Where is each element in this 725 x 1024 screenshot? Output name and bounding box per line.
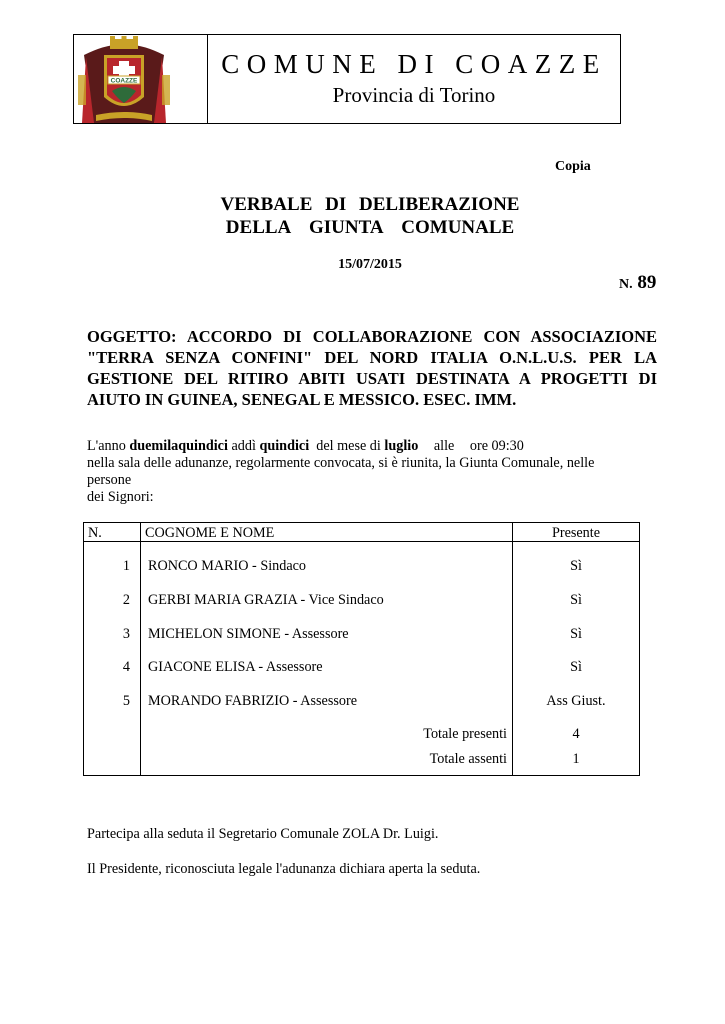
row-present: Sì [570,592,582,608]
day-value: quindici [259,438,310,454]
intro-paragraph [87,438,647,506]
header-box [73,34,621,124]
row-name: GIACONE ELISA - Assessore [148,659,323,675]
total-absent-label: Totale assenti [429,751,507,767]
document-title-line2: DELLA GIUNTA COMUNALE [225,217,515,238]
row-name: GERBI MARIA GRAZIA - Vice Sindaco [148,592,384,608]
month-value: luglio [384,438,419,454]
province-subtitle: Provincia di Torino [332,83,496,107]
coat-banner-text: COAZZE [110,77,138,85]
row-name: MICHELON SIMONE - Assessore [148,626,349,642]
intro-line2: nella sala delle adunanze, regolarmente convocata, si è riunita, la Giunta Comunale, nelle [87,455,595,471]
row-present: Sì [570,659,582,675]
subject-paragraph: OGGETTO: ACCORDO DI COLLABORAZIONE CON ASSOCIAZIONE "TERRA SENZA CONFINI" DEL NORD ITALIA O.N.L.U.S. PER LA GESTIONE DEL RITIRO ABITI USATI DESTINATA A PROGETTI DI AIUTO IN GUINEA, SENEGAL E MESSICO. ESEC. IMM. [87,327,657,409]
row-number: 5 [122,693,130,709]
coat-of-arms-logo [74,35,207,123]
opening-note: Il Presidente, riconosciuta legale l'adunanza dichiara aperta la seduta. [87,861,481,877]
alle-text: alle [433,438,455,454]
row-present: Sì [570,558,582,574]
row-number: 3 [122,626,130,642]
municipality-title: COMUNE DI COAZZE [221,49,607,79]
intro-line1 [87,438,647,455]
row-number: 1 [122,558,130,574]
row-number: 2 [122,592,130,608]
time-text: ore 09:30 [469,438,524,454]
header-number: N. [88,525,102,541]
anno-value: duemilaquindici [129,438,228,454]
attendance-table [83,522,640,776]
intro-line4: dei Signori: [87,489,154,505]
header-present: Presente [551,525,601,541]
total-present-value: 4 [572,726,580,742]
document-number [619,272,656,294]
row-present: Ass Giust. [546,693,606,709]
document-date: 15/07/2015 [338,257,402,272]
anno-prefix: L'anno [87,438,126,454]
number-label: N. [619,277,633,292]
row-name: MORANDO FABRIZIO - Assessore [148,693,358,709]
intro-line3: persone [87,472,132,488]
header-name: COGNOME E NOME [145,525,275,541]
row-name: RONCO MARIO - Sindaco [148,558,307,574]
month-prefix: del mese di [316,438,381,454]
addi-prefix: addì [231,438,256,454]
participation-note: Partecipa alla seduta il Segretario Comunale ZOLA Dr. Luigi. [87,826,439,842]
table-column-divider [140,523,141,775]
total-present-label: Totale presenti [423,726,507,742]
document-title-line1: VERBALE DI DELIBERAZIONE [220,194,520,215]
total-absent-value: 1 [572,751,580,767]
number-value: 89 [637,272,657,293]
row-number: 4 [122,659,130,675]
row-present: Sì [570,626,582,642]
copy-label: Copia [555,159,591,174]
